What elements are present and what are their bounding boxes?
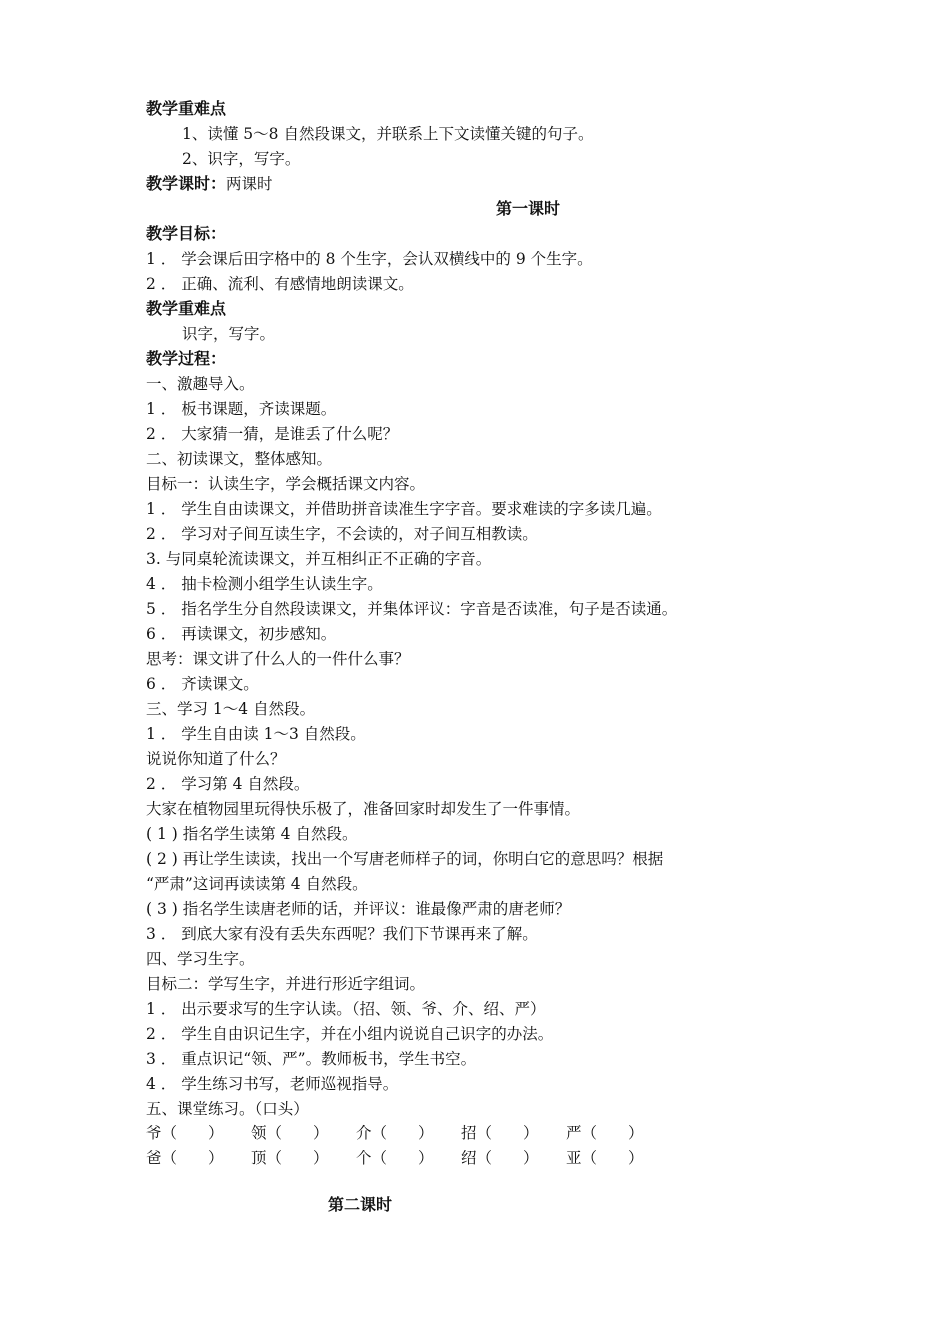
process-line: 二、初读课文，整体感知。 <box>146 450 333 468</box>
process-line: 说说你知道了什么？ <box>146 750 286 768</box>
process-line: 五、课堂练习。（口头） <box>146 1100 309 1118</box>
process-line: 5 ． 指名学生分自然段读课文，并集体评议：字音是否读准，句子是否读通。 <box>146 600 678 618</box>
class-hours-label: 教学课时： <box>146 174 227 193</box>
process-line: 1 ． 出示要求写的生字认读。（招、领、爷、介、绍、严） <box>146 1000 546 1018</box>
class-hours-value: 两课时 <box>226 175 273 193</box>
exercise-cell: 顶（ ） <box>251 1149 329 1167</box>
exercise-cell: 介（ ） <box>356 1124 434 1142</box>
process-line: 3 ． 重点识记“领、严”。教师板书，学生书空。 <box>146 1050 477 1068</box>
process-line: 四、学习生字。 <box>146 950 255 968</box>
process-line: 2 ． 学习第 4 自然段。 <box>146 775 310 793</box>
class-hours-line <box>146 174 910 194</box>
key-points-heading-2: 教学重难点 <box>146 299 227 318</box>
process-line: 思考：课文讲了什么人的一件什么事？ <box>146 650 410 668</box>
process-line: 1 ． 板书课题，齐读课题。 <box>146 400 337 418</box>
goals-heading: 教学目标： <box>146 224 227 243</box>
exercise-cell: 个（ ） <box>356 1149 434 1167</box>
process-line: 1 ． 学生自由读 1～3 自然段。 <box>146 725 366 743</box>
process-line: 三、学习 1～4 自然段。 <box>146 700 316 718</box>
exercise-cell: 爸（ ） <box>146 1149 224 1167</box>
goal-item: 2 ． 正确、流利、有感情地朗读课文。 <box>146 275 414 293</box>
process-line: 目标一：认读生字，学会概括课文内容。 <box>146 475 426 493</box>
process-line: ( 2 ) 再让学生读读，找出一个写唐老师样子的词，你明白它的意思吗？根据 <box>146 850 664 868</box>
key-point-item: 1、读懂 5～8 自然段课文，并联系上下文读懂关键的句子。 <box>182 125 594 143</box>
process-line: ( 1 ) 指名学生读第 4 自然段。 <box>146 825 358 843</box>
key-point-item: 2、识字，写字。 <box>182 150 301 168</box>
exercise-cell: 亚（ ） <box>566 1149 644 1167</box>
exercise-cell: 绍（ ） <box>461 1149 539 1167</box>
process-line: 6 ． 齐读课文。 <box>146 675 259 693</box>
process-line: 2 ． 大家猜一猜，是谁丢了什么呢？ <box>146 425 399 443</box>
key-point-item: 识字，写字。 <box>182 325 276 343</box>
process-line: 一、激趣导入。 <box>146 375 255 393</box>
process-line: 2 ． 学习对子间互读生字，不会读的，对子间互相教读。 <box>146 525 538 543</box>
exercise-cell: 招（ ） <box>461 1124 539 1142</box>
process-line: ( 3 ) 指名学生读唐老师的话，并评议：谁最像严肃的唐老师？ <box>146 900 571 918</box>
process-line: 4 ． 抽卡检测小组学生认读生字。 <box>146 575 383 593</box>
goal-item: 1 ． 学会课后田字格中的 8 个生字，会认双横线中的 9 个生字。 <box>146 250 593 268</box>
exercise-cell: 严（ ） <box>566 1124 644 1142</box>
process-line: 6 ． 再读课文，初步感知。 <box>146 625 337 643</box>
process-line: 1 ． 学生自由读课文，并借助拼音读准生字字音。要求难读的字多读几遍。 <box>146 500 662 518</box>
process-heading: 教学过程： <box>146 349 227 368</box>
process-line: 3. 与同桌轮流读课文，并互相纠正不正确的字音。 <box>146 550 492 568</box>
key-points-heading: 教学重难点 <box>146 99 227 118</box>
process-line: 2 ． 学生自由识记生字，并在小组内说说自己识字的办法。 <box>146 1025 554 1043</box>
exercise-cell: 爷（ ） <box>146 1124 224 1142</box>
lesson-1-title: 第一课时 <box>495 199 560 218</box>
process-line: 目标二：学写生字，并进行形近字组词。 <box>146 975 426 993</box>
process-line: 4 ． 学生练习书写，老师巡视指导。 <box>146 1075 399 1093</box>
exercise-cell: 领（ ） <box>251 1124 329 1142</box>
process-line: “严肃”这词再读读第 4 自然段。 <box>146 875 368 893</box>
process-line: 大家在植物园里玩得快乐极了，准备回家时却发生了一件事情。 <box>146 800 581 818</box>
process-line: 3 ． 到底大家有没有丢失东西呢？我们下节课再来了解。 <box>146 925 538 943</box>
lesson-2-title: 第二课时 <box>328 1195 393 1214</box>
